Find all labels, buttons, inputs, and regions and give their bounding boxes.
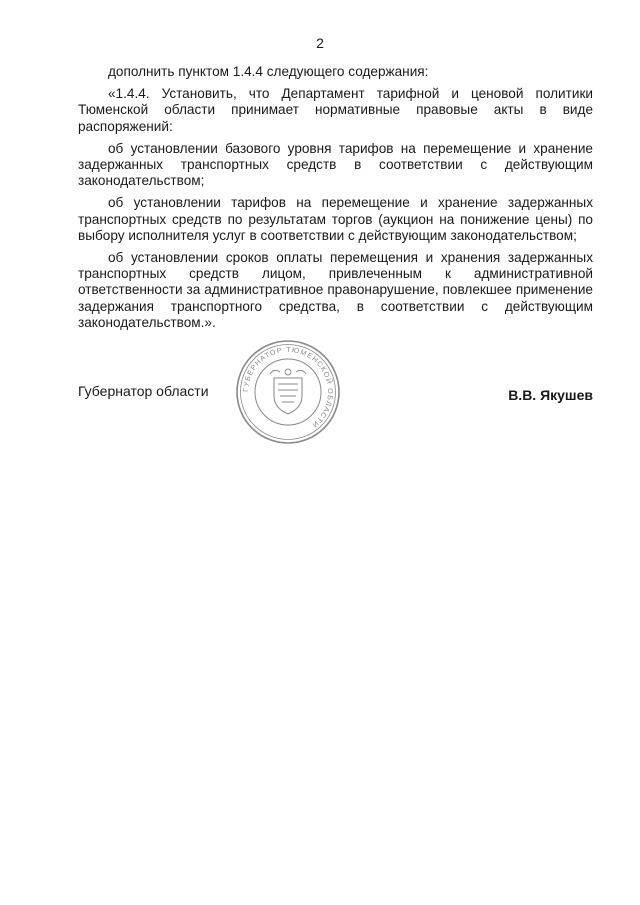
- document-body: [78, 64, 593, 337]
- page-number: 2: [316, 35, 324, 51]
- signer-name: В.В. Якушев: [508, 387, 593, 403]
- paragraph-intro: дополнить пунктом 1.4.4 следующего содержания:: [108, 64, 429, 79]
- paragraph-item-base-tariffs: об установлении базового уровня тарифов на перемещение и хранение задержанных транспортных средств в соответствии с действующим законодательством;: [78, 140, 593, 189]
- signer-position: Губернатор области: [78, 383, 209, 399]
- paragraph-item-auction-tariffs: об установлении тарифов на перемещение и хранение задержанных транспортных средств по результатам торгов (аукцион на понижение цены) по выбору исполнителя услуг в соответствии с действующим законодательством;: [78, 195, 593, 243]
- seal-ring-text: ГУБЕРНАТОР ТЮМЕНСКОЙ ОБЛАСТИ: [240, 344, 336, 431]
- signature-block: [78, 383, 593, 413]
- paragraph-item-payment-terms: об установлении сроков оплаты перемещения и хранения задержанных транспортных средств лицом, привлеченным к административной ответственности за административное правонарушение, повлекшее применение задержания транспортного средства, в соответствии с действующим законодательством.».: [78, 250, 593, 330]
- paragraph-clause-1-4-4: «1.4.4. Установить, что Департамент тарифной и ценовой политики Тюменской области принимает нормативные правовые акты в виде распоряжений:: [78, 86, 593, 134]
